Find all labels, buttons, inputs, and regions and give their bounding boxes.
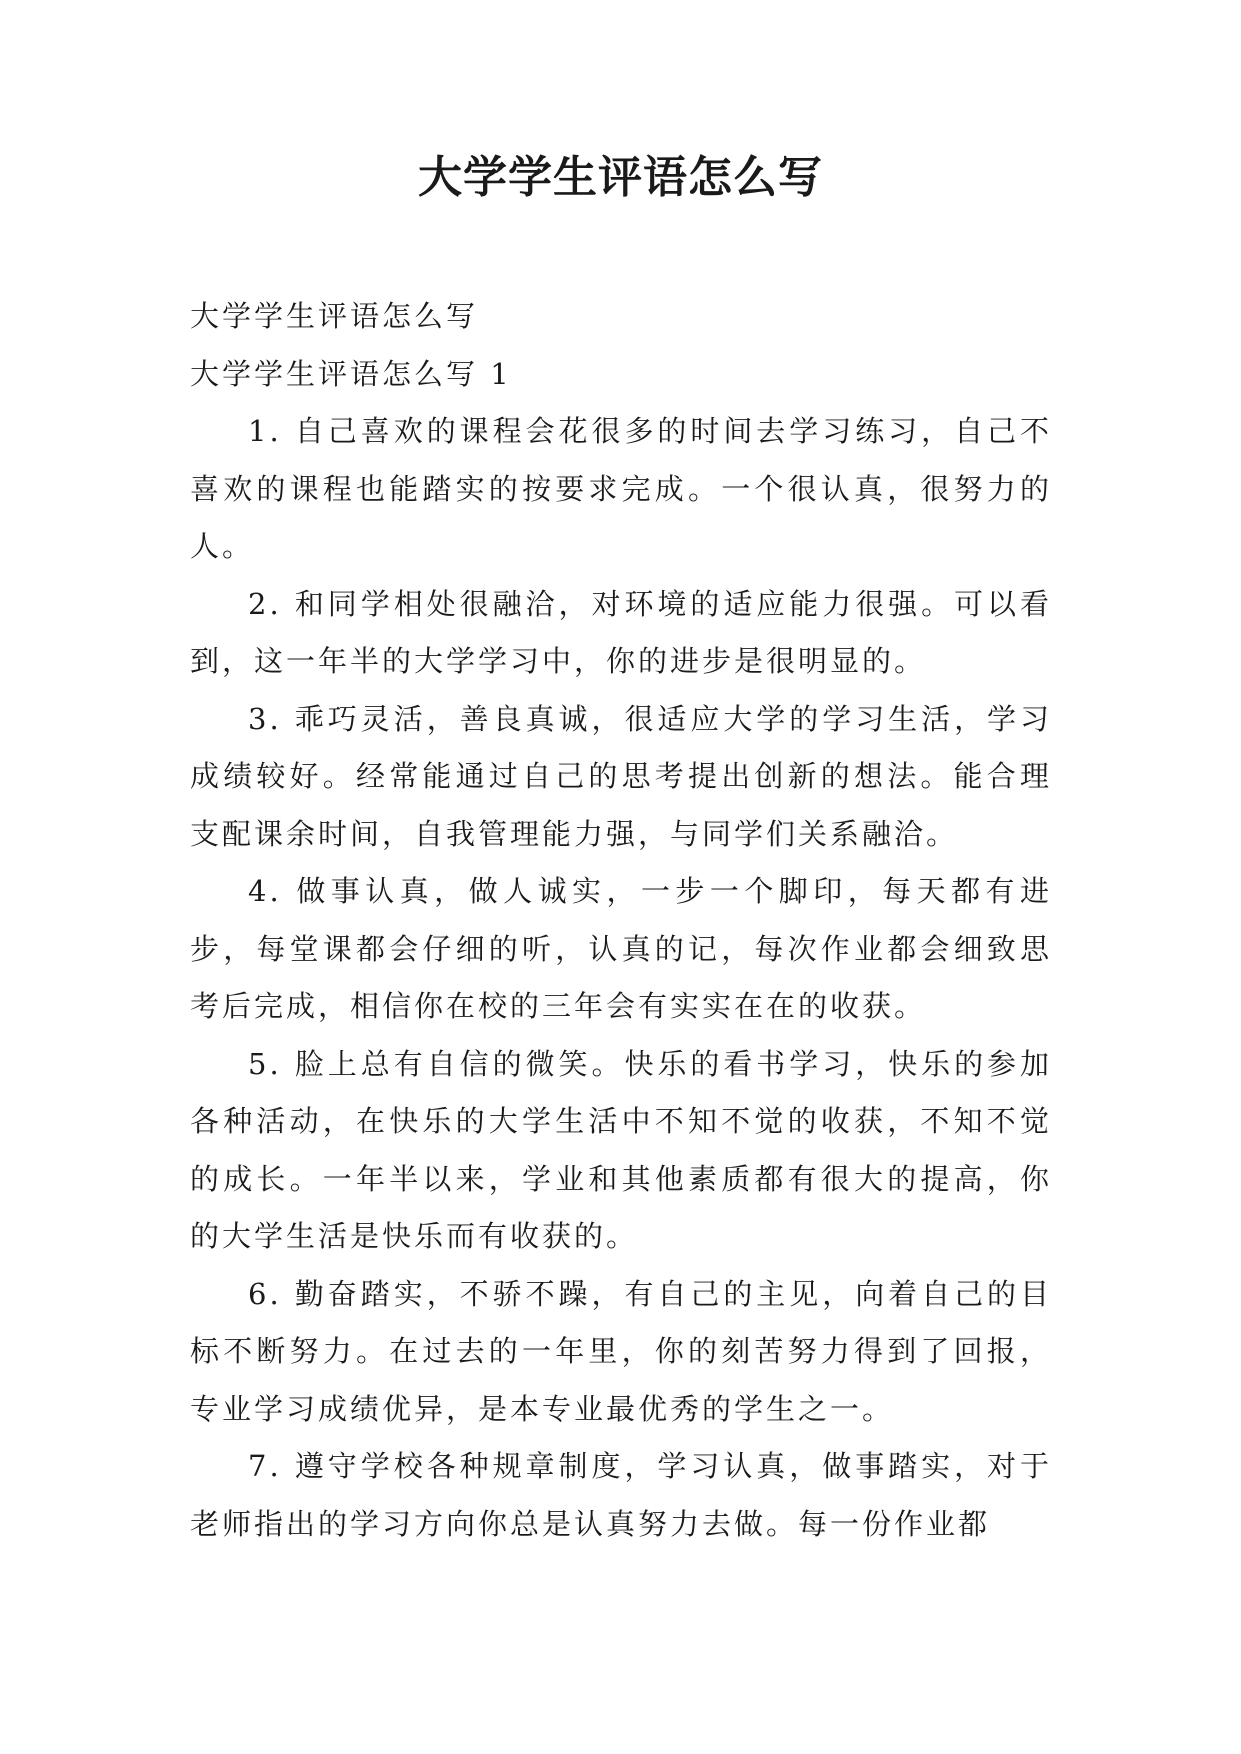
comment-paragraph-4: 4. 做事认真，做人诚实，一步一个脚印，每天都有进步，每堂课都会仔细的听，认真的记，每次作业都会细致思考后完成，相信你在校的三年会有实实在在的收获。 [190, 874, 1052, 1023]
comment-paragraph-7: 7. 遵守学校各种规章制度，学习认真，做事踏实，对于老师指出的学习方向你总是认真努力去做。每一份作业都 [190, 1449, 1052, 1541]
comment-paragraph-1: 1. 自己喜欢的课程会花很多的时间去学习练习，自己不喜欢的课程也能踏实的按要求完成。一个很认真，很努力的人。 [190, 414, 1052, 563]
comment-paragraph-6: 6. 勤奋踏实，不骄不躁，有自己的主见，向着自己的目标不断努力。在过去的一年里，你的刻苦努力得到了回报，专业学习成绩优异，是本专业最优秀的学生之一。 [190, 1276, 1052, 1426]
document-title: 大学学生评语怎么写 [418, 152, 823, 203]
comment-paragraph-3: 3. 乖巧灵活，善良真诚，很适应大学的学习生活，学习成绩较好。经常能通过自己的思考提出创新的想法。能合理支配课余时间，自我管理能力强，与同学们关系融洽。 [190, 701, 1052, 851]
comment-paragraph-5: 5. 脸上总有自信的微笑。快乐的看书学习，快乐的参加各种活动，在快乐的大学生活中不知不觉的收获，不知不觉的成长。一年半以来，学业和其他素质都有很大的提高，你的大学生活是快乐而有收获的。 [190, 1046, 1052, 1253]
comment-paragraph-2: 2. 和同学相处很融洽，对环境的适应能力很强。可以看到，这一年半的大学学习中，你的进步是很明显的。 [190, 586, 1052, 678]
subtitle-line: 大学学生评语怎么写 [190, 299, 479, 333]
section-heading: 大学学生评语怎么写 1 [190, 356, 512, 391]
document-body [190, 288, 1052, 1553]
